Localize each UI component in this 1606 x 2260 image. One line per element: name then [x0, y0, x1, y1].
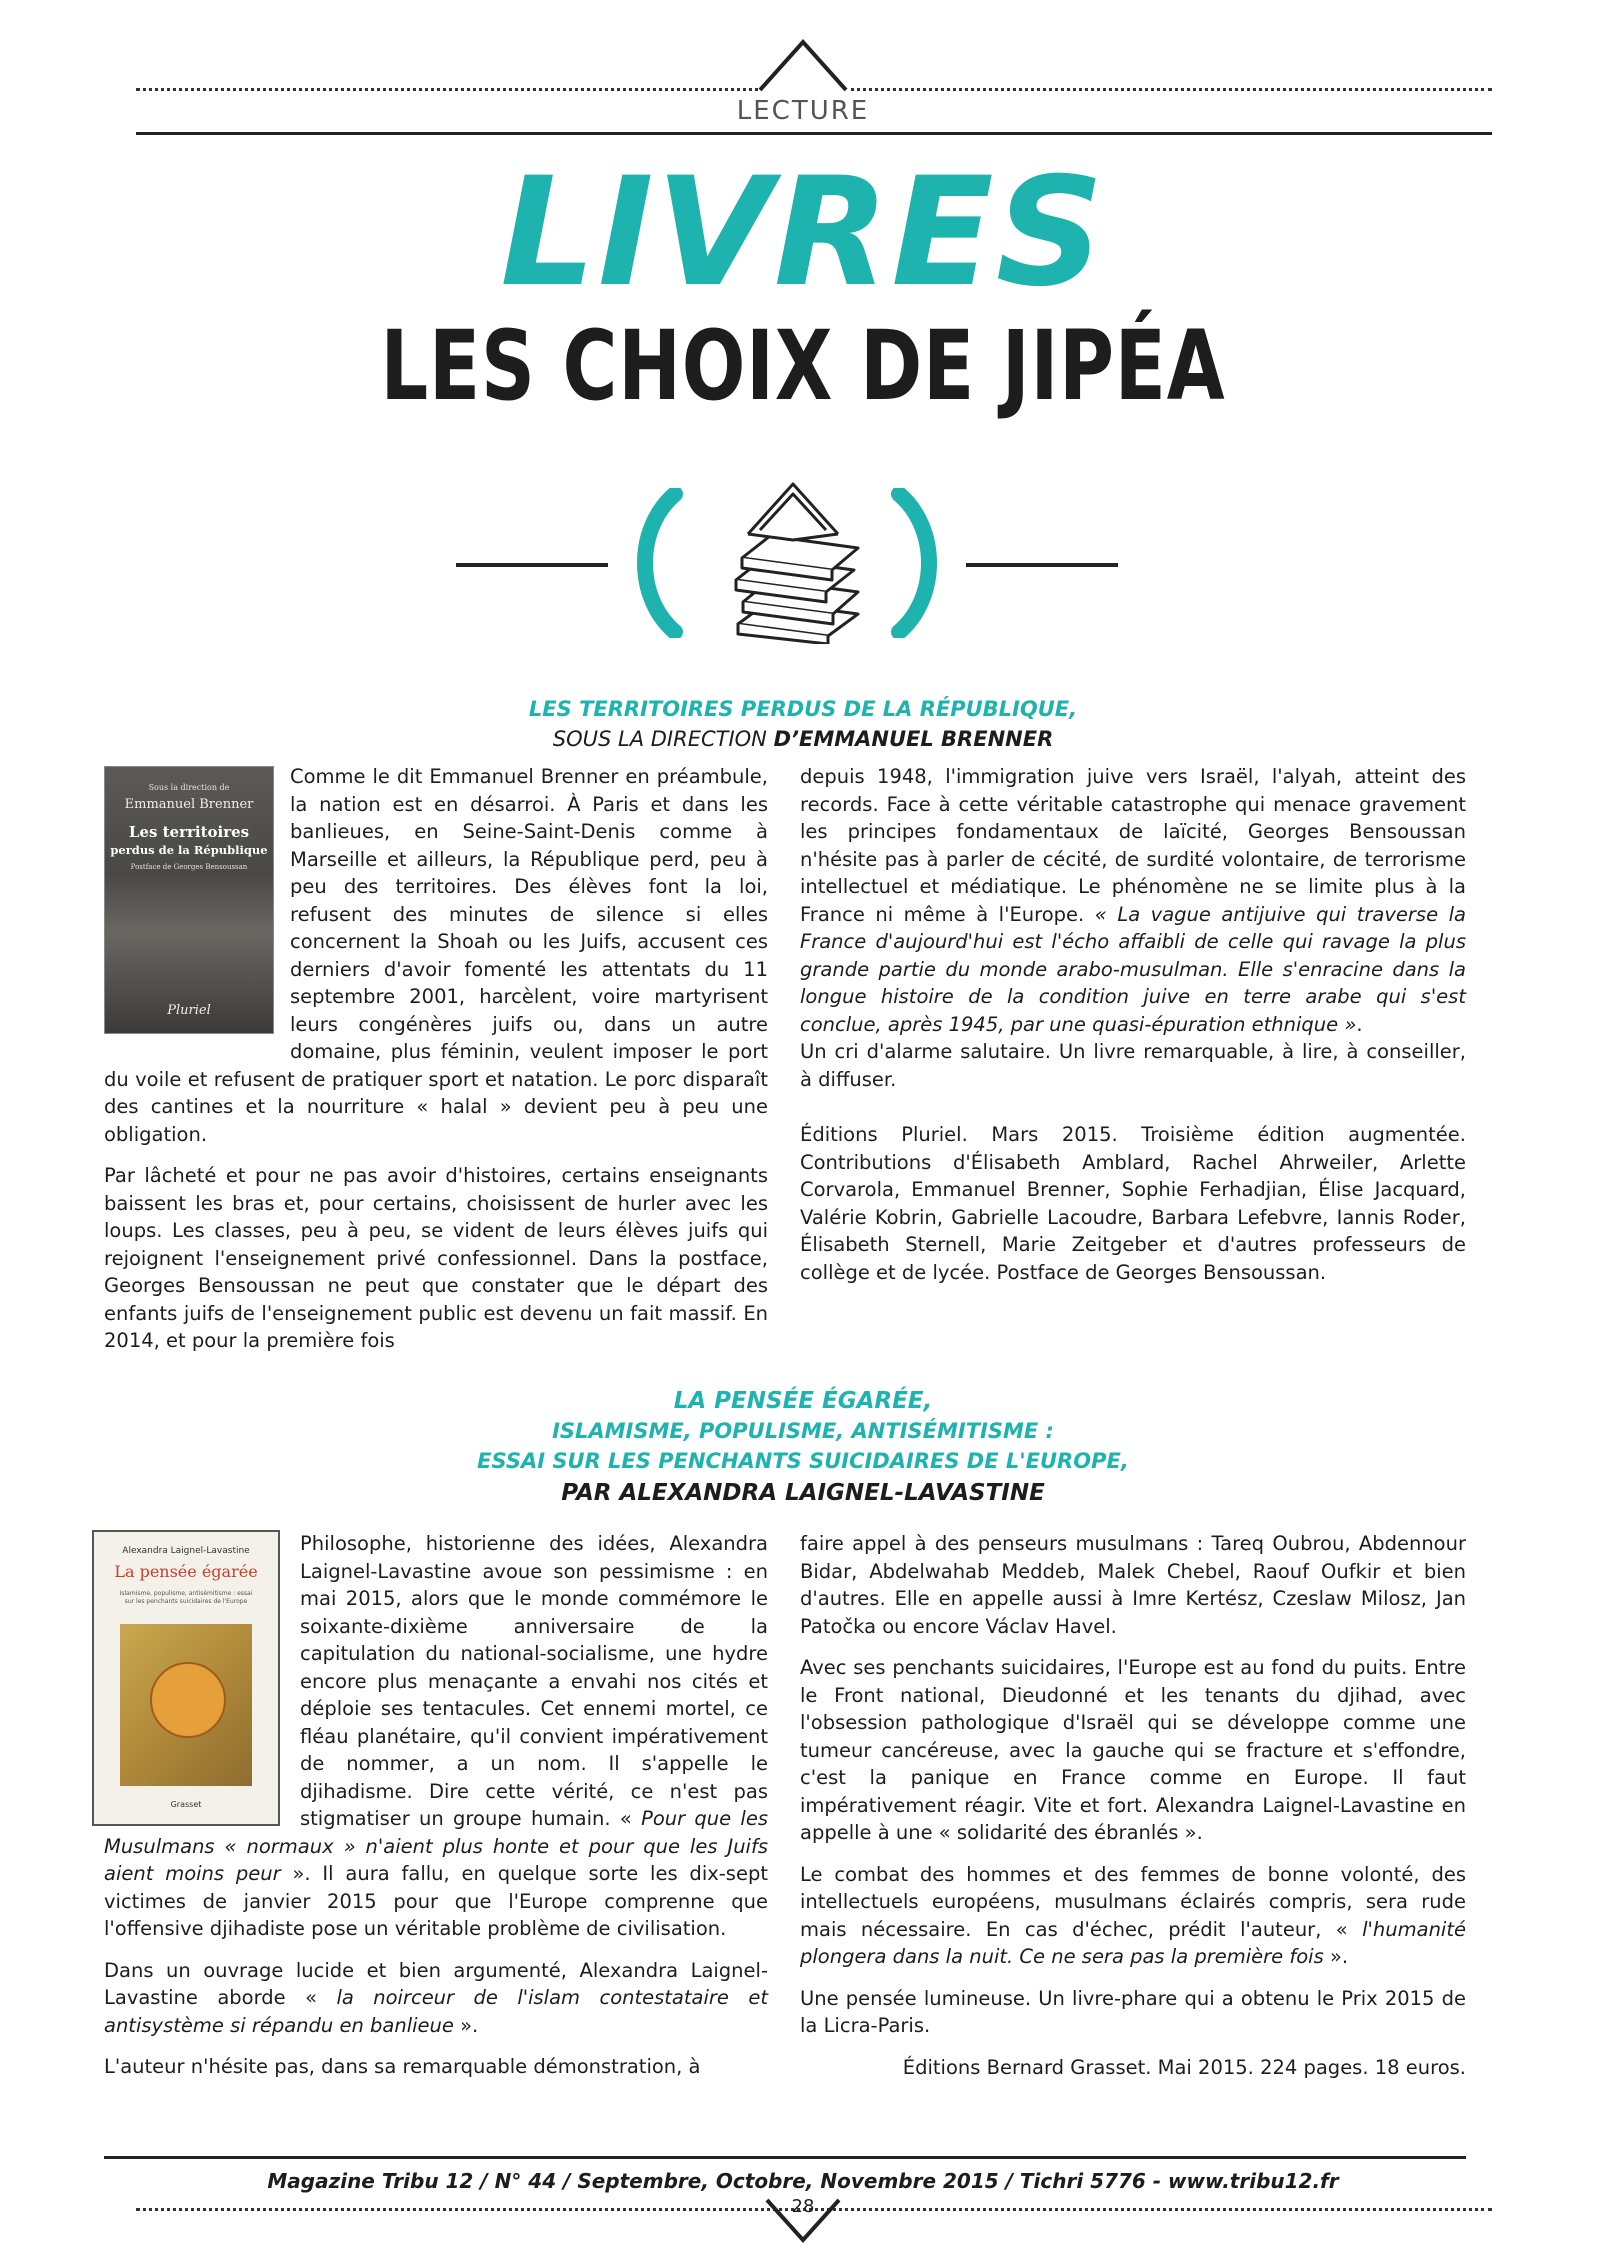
book1-paragraph-2: Par lâcheté et pour ne pas avoir d'histoires, certains enseignants baissent les bras et, pour certains, choisissent de hurler avec les loups. Les classes, peu à peu, se vident de leurs élèves juifs qui rejoignent l'enseignement privé confessionnel. Dans la postface, Georges Bensoussan ne peut que constater que le départ des enfants juifs de l'enseignement public est devenu un fait massif. En 2014, et pour la première fois — [104, 1164, 768, 1352]
ornament-parenthesis-right — [884, 488, 954, 638]
book2-paragraph-6-end: ». — [1323, 1945, 1349, 1968]
book2-title-line1: LA PENSÉE ÉGARÉE, — [673, 1388, 933, 1414]
book2-cover-title: La pensée égarée — [114, 1562, 258, 1581]
book1-paragraph-3-text: depuis 1948, l'immigration juive vers Israël, l'alyah, atteint des records. Face à cette véritable catastrophe qui menace gravement les principes fondamentaux de laïcité, Georges Bensoussan n'hésite pas à parler de cécité, de surdité volontaire, de terrorisme intellectuel et médiatique. Le phénomène ne se limite plus à la France ni même à l'Europe. — [800, 765, 1466, 926]
book1-cover-publisher: Pluriel — [167, 1003, 211, 1018]
book2-paragraph-5: Avec ses penchants suicidaires, l'Europe est au fond du puits. Entre le Front national, Dieudonné et les tenants du djihad, avec l'obsession pathologique d'Israël qui se développe comme une tumeur cancéreuse, avec la gauche qui se fracture et s'effondre, c'est la panique en France comme en Europe. Il faut impérativement réagir. Vite et fort. Alexandra Laignel-Lavastine en appelle à une « solidarité des ébranlés ». — [800, 1656, 1466, 1844]
book2-cover-author: Alexandra Laignel-Lavastine — [122, 1546, 250, 1556]
book1-paragraph-4: Un cri d'alarme salutaire. Un livre remarquable, à lire, à conseiller, à diffuser. — [800, 1040, 1466, 1091]
book2-paragraph-1-text: Philosophe, historienne des idées, Alexandra Laignel-Lavastine avoue son pessimisme : en mai 2015, alors que le monde commémore le soixante-dixième anniversaire de la capitulation du national-socialisme, une hydre encore plus menaçante a envahi nos cités et déploie ses tentacules. Cet ennemi mortel, ce fléau planétaire, qu'il convient impérativement de nommer, a un nom. Il s'appelle le djihadisme. Dire cette vérité, ce n'est pas stigmatiser un groupe humain. « — [300, 1532, 768, 1830]
book2-cover-publisher: Grasset — [170, 1800, 202, 1809]
book2-quote-2: la noirceur de l'islam contestataire et antisystème si répandu en banlieue — [104, 1986, 768, 2037]
book1-title: LES TERRITOIRES PERDUS DE LA RÉPUBLIQUE, — [528, 697, 1078, 721]
book2-paragraph-4: faire appel à des penseurs musulmans : Tareq Oubrou, Abdennour Bidar, Abdelwahab Meddeb, Malek Chebel, Raouf Oufkir et bien d'autres. Elle en appelle aussi à Imre Kertész, Czeslaw Milosz, Jan Patočka ou encore Václav Havel. — [800, 1532, 1466, 1638]
book-stack-icon — [708, 474, 878, 644]
footer-magazine-line: Magazine Tribu 12 / N° 44 / Septembre, Octobre, Novembre 2015 / Tichri 5776 - www.tribu12.fr — [267, 2169, 1339, 2193]
section-label: LECTURE — [736, 96, 870, 126]
book1-cover-line2: Emmanuel Brenner — [124, 797, 254, 812]
book1-cover-line1: Sous la direction de — [148, 783, 230, 792]
book1-left-column — [104, 763, 768, 1369]
book1-right-column — [800, 763, 1466, 1300]
page-number: 28 — [791, 2196, 815, 2217]
ornament-left-line — [456, 563, 608, 567]
book2-paragraph-2-end: ». — [453, 2013, 479, 2037]
header-solid-rule — [136, 132, 1492, 135]
triangle-notch-icon — [758, 38, 848, 94]
book1-quote-end: . — [1356, 1012, 1363, 1036]
book1-author: D’EMMANUEL BRENNER — [773, 727, 1054, 751]
book2-paragraph-6-text: Le combat des hommes et des femmes de bonne volonté, des intellectuels européens, musulmans éclairés compris, sera rude mais nécessaire. En cas d'échec, prédit l'auteur, « — [800, 1862, 1466, 1941]
book2-quote-1: Pour que les Musulmans « normaux » n'aient plus honte et pour que les Juifs aient moins peur — [104, 1807, 768, 1885]
book1-cover-line5: Postface de Georges Bensoussan — [130, 863, 248, 871]
book2-cover-subtitle: Islamisme, populisme, antisémitisme : essai sur les penchants suicidaires de l'Europe — [119, 1590, 253, 1605]
book1-author-line — [0, 727, 1606, 751]
book2-title-line2: ISLAMISME, POPULISME, ANTISÉMITISME : — [552, 1419, 1054, 1443]
book1-paragraph-1: Comme le dit Emmanuel Brenner en préambule, la nation est en désarroi. À Paris et dans les banlieues, en Seine-Saint-Denis comme à Marseille et ailleurs, la République perd, peu à peu des territoires. Des élèves font la loi, refusent des minutes de silence si elles concernent la Shoah ou les Juifs, accusent ces derniers d'avoir fomenté les attentats du 11 septembre 2001, harcèlent, voire martyrisent leurs congénères juifs ou, dans un autre domaine, plus féminin, veulent imposer le port du voile et refusent de pratiquer sport et natation. Le porc disparaît des cantines et la nourriture « halal » devient peu à peu une obligation. — [104, 765, 768, 1146]
ornament-right-line — [966, 563, 1118, 567]
book2-title-line3: ESSAI SUR LES PENCHANTS SUICIDAIRES DE L'EUROPE, — [477, 1449, 1129, 1473]
ornament-parenthesis-left — [620, 488, 690, 638]
book2-right-column — [800, 1530, 1466, 2095]
book2-quote-3: l'humanité plongera dans la nuit. Ce ne sera pas la première fois — [800, 1917, 1466, 1968]
book2-paragraph-6 — [800, 1861, 1466, 1971]
page-subtitle: LES CHOIX DE JIPÉA — [380, 310, 1226, 422]
book1-publication-info: Éditions Pluriel. Mars 2015. Troisième édition augmentée. Contributions d'Élisabeth Amblard, Rachel Ahrweiler, Arlette Corvarola, Emmanuel Brenner, Sophie Ferhadjian, Élise Jacquard, Valérie Kobrin, Gabrielle Lacoudre, Barbara Lefebvre, Iannis Roder, Élisabeth Sternell, Marie Zeitgeber et d'autres professeurs de collège et de lycée. Postface de Georges Bensoussan. — [800, 1123, 1466, 1284]
footer-solid-rule — [104, 2156, 1466, 2159]
book2-paragraph-2 — [104, 1957, 768, 2040]
book2-paragraph-1-end: ». Il aura fallu, en quelque sorte les dix-sept victimes de janvier 2015 pour que l'Europe comprenne que l'offensive djihadiste pose un véritable problème de civilisation. — [104, 1862, 768, 1940]
book2-left-column — [104, 1530, 768, 2095]
book2-paragraph-2-text: Dans un ouvrage lucide et bien argumenté, Alexandra Laignel-Lavastine aborde « — [104, 1958, 768, 2009]
book1-author-prefix: SOUS LA DIRECTION — [552, 727, 774, 751]
book1-quote: « La vague antijuive qui traverse la France d'aujourd'hui est l'écho affaibli de celle qui ravage la plus grande partie du monde arabo-musulman. Elle s'enracine dans la longue histoire de la condition juive en terre arabe qui s'est conclue, après 1945, par une quasi-épuration ethnique » — [800, 902, 1466, 1036]
page-title: LIVRES — [500, 146, 1106, 320]
book2-paragraph-3: L'auteur n'hésite pas, dans sa remarquable démonstration, à — [104, 2055, 701, 2078]
book1-cover-line4: perdus de la République — [110, 843, 268, 857]
book2-author: PAR ALEXANDRA LAIGNEL-LAVASTINE — [561, 1480, 1045, 1506]
book2-author-line — [0, 1480, 1606, 1506]
book2-publication-info: Éditions Bernard Grasset. Mai 2015. 224 pages. 18 euros. — [902, 2055, 1466, 2079]
book2-paragraph-7: Une pensée lumineuse. Un livre-phare qui a obtenu le Prix 2015 de la Licra-Paris. — [800, 1986, 1466, 2037]
book1-cover-line3: Les territoires — [128, 823, 250, 841]
book1-paragraph-3 — [800, 763, 1466, 1093]
